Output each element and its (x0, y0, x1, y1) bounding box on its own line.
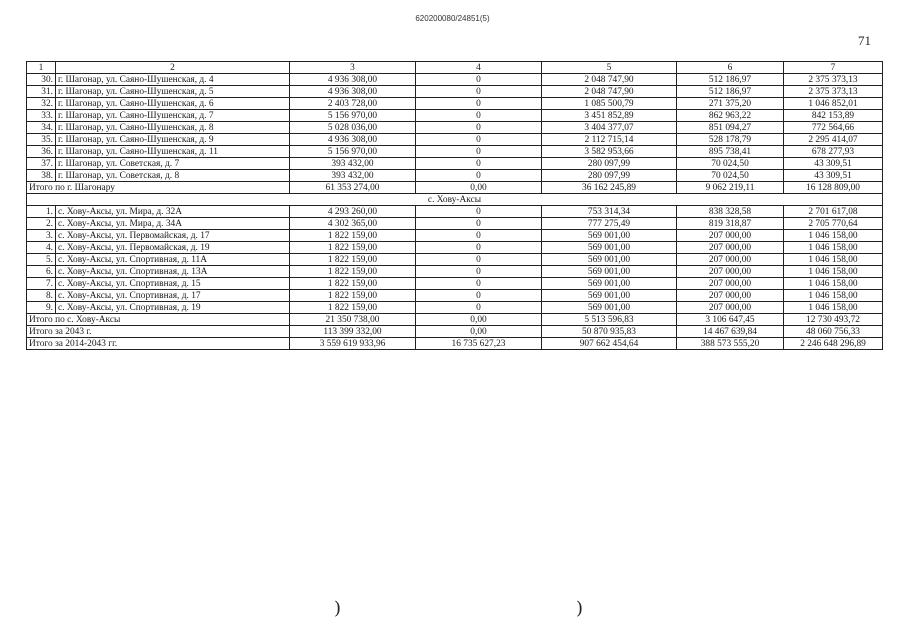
table-cell: 569 001,00 (542, 230, 677, 242)
table-cell: 777 275,49 (542, 218, 677, 230)
table-cell: 0 (416, 98, 542, 110)
table-cell: 569 001,00 (542, 242, 677, 254)
table-cell: 569 001,00 (542, 290, 677, 302)
table-cell: 0 (416, 170, 542, 182)
table-cell: 3. (27, 230, 56, 242)
total-value: 0,00 (416, 314, 542, 326)
table-cell: 30. (27, 74, 56, 86)
table-row (27, 158, 883, 170)
table-cell: 9. (27, 302, 56, 314)
table-cell: 5 156 970,00 (290, 110, 416, 122)
table-cell: 34. (27, 122, 56, 134)
table-row (27, 230, 883, 242)
table-cell: 1 822 159,00 (290, 302, 416, 314)
table-cell: 2 048 747,90 (542, 86, 677, 98)
table-cell: с. Хову-Аксы, ул. Первомайская, д. 19 (56, 242, 290, 254)
table-cell: 2 403 728,00 (290, 98, 416, 110)
table-cell: 1 046 158,00 (784, 290, 883, 302)
table-cell: 569 001,00 (542, 266, 677, 278)
table-cell: 36. (27, 146, 56, 158)
table-cell: 1 046 158,00 (784, 230, 883, 242)
table-cell: 2. (27, 218, 56, 230)
table-cell: 2 705 770,64 (784, 218, 883, 230)
table-cell: 4 936 308,00 (290, 134, 416, 146)
table-cell: 2 112 715,14 (542, 134, 677, 146)
total-value: 9 062 219,11 (677, 182, 784, 194)
table-cell: 1 822 159,00 (290, 266, 416, 278)
document-id: 620200080/24851(5) (415, 14, 490, 23)
table-cell: 0 (416, 242, 542, 254)
table-cell: 43 309,51 (784, 170, 883, 182)
table-cell: 32. (27, 98, 56, 110)
total-value: 5 513 596,83 (542, 314, 677, 326)
table-cell: 1 085 500,79 (542, 98, 677, 110)
total-value: 0,00 (416, 182, 542, 194)
table-cell: 4 293 260,00 (290, 206, 416, 218)
table-cell: 1 046 158,00 (784, 254, 883, 266)
total-value: 907 662 454,64 (542, 338, 677, 350)
table-cell: 271 375,20 (677, 98, 784, 110)
table-cell: 838 328,58 (677, 206, 784, 218)
table-cell: 207 000,00 (677, 278, 784, 290)
table-cell: 0 (416, 122, 542, 134)
table-cell: 6. (27, 266, 56, 278)
table-cell: 1 822 159,00 (290, 254, 416, 266)
column-header: 1 (27, 62, 56, 74)
table-cell: 0 (416, 158, 542, 170)
table-cell: 280 097,99 (542, 158, 677, 170)
header-row (27, 62, 883, 74)
table-row (27, 74, 883, 86)
table-cell: 207 000,00 (677, 266, 784, 278)
table-cell: 862 963,22 (677, 110, 784, 122)
table-cell: 1 046 158,00 (784, 266, 883, 278)
handwritten-mark: ) (334, 598, 342, 619)
table-cell: 0 (416, 302, 542, 314)
table-cell: 0 (416, 110, 542, 122)
table-cell: 851 094,27 (677, 122, 784, 134)
table-cell: 393 432,00 (290, 158, 416, 170)
table-cell: 2 375 373,13 (784, 74, 883, 86)
table-cell: 512 186,97 (677, 86, 784, 98)
table-cell: 4. (27, 242, 56, 254)
table-cell: 38. (27, 170, 56, 182)
table-cell: 2 295 414,07 (784, 134, 883, 146)
table-cell: 4 302 365,00 (290, 218, 416, 230)
table-cell: 0 (416, 266, 542, 278)
table-cell: 2 375 373,13 (784, 86, 883, 98)
column-header: 6 (677, 62, 784, 74)
table-cell: 1 046 158,00 (784, 302, 883, 314)
table-cell: с. Хову-Аксы, ул. Спортивная, д. 19 (56, 302, 290, 314)
table-cell: 0 (416, 218, 542, 230)
table-cell: 569 001,00 (542, 278, 677, 290)
table-cell: г. Шагонар, ул. Саяно-Шушенская, д. 6 (56, 98, 290, 110)
table-cell: 2 048 747,90 (542, 74, 677, 86)
total-row (27, 314, 883, 326)
table-cell: с. Хову-Аксы, ул. Спортивная, д. 11А (56, 254, 290, 266)
table-row (27, 242, 883, 254)
table-row (27, 218, 883, 230)
table-cell: 1. (27, 206, 56, 218)
table-cell: 1 046 158,00 (784, 278, 883, 290)
table-row (27, 170, 883, 182)
table-cell: 842 153,89 (784, 110, 883, 122)
table-cell: г. Шагонар, ул. Саяно-Шушенская, д. 9 (56, 134, 290, 146)
total-value: 113 399 332,00 (290, 326, 416, 338)
table-cell: 3 451 852,89 (542, 110, 677, 122)
table-cell: 569 001,00 (542, 254, 677, 266)
total-value: 14 467 639,84 (677, 326, 784, 338)
table-cell: 0 (416, 134, 542, 146)
table-cell: 753 314,34 (542, 206, 677, 218)
total-value: 48 060 756,33 (784, 326, 883, 338)
total-value: 12 730 493,72 (784, 314, 883, 326)
total-value: 2 246 648 296,89 (784, 338, 883, 350)
table-row (27, 290, 883, 302)
column-header: 4 (416, 62, 542, 74)
total-value: 388 573 555,20 (677, 338, 784, 350)
table-cell: 895 738,41 (677, 146, 784, 158)
table-cell: с. Хову-Аксы, ул. Первомайская, д. 17 (56, 230, 290, 242)
table-cell: 1 822 159,00 (290, 242, 416, 254)
total-value: 16 735 627,23 (416, 338, 542, 350)
total-label: Итого по с. Хову-Аксы (27, 314, 290, 326)
table-cell: 207 000,00 (677, 302, 784, 314)
table-cell: 3 404 377,07 (542, 122, 677, 134)
table-cell: 3 582 953,66 (542, 146, 677, 158)
table-cell: 5. (27, 254, 56, 266)
total-value: 3 559 619 933,96 (290, 338, 416, 350)
total-value: 21 350 738,00 (290, 314, 416, 326)
total-row (27, 326, 883, 338)
table-row (27, 86, 883, 98)
table-row (27, 134, 883, 146)
table-cell: 70 024,50 (677, 158, 784, 170)
table-cell: 1 046 852,01 (784, 98, 883, 110)
table-cell: 70 024,50 (677, 170, 784, 182)
table-cell: 772 564,66 (784, 122, 883, 134)
table-cell: 207 000,00 (677, 254, 784, 266)
table-row (27, 122, 883, 134)
table-cell: с. Хову-Аксы, ул. Мира, д. 32А (56, 206, 290, 218)
table-cell: 43 309,51 (784, 158, 883, 170)
column-header: 7 (784, 62, 883, 74)
table-row (27, 146, 883, 158)
table-cell: 0 (416, 146, 542, 158)
table-cell: 31. (27, 86, 56, 98)
total-value: 50 870 935,83 (542, 326, 677, 338)
table-cell: 4 936 308,00 (290, 86, 416, 98)
table-row (27, 278, 883, 290)
table-cell: 35. (27, 134, 56, 146)
table-cell: с. Хову-Аксы, ул. Спортивная, д. 17 (56, 290, 290, 302)
table-cell: 819 318,87 (677, 218, 784, 230)
table-cell: г. Шагонар, ул. Советская, д. 7 (56, 158, 290, 170)
table-cell: 4 936 308,00 (290, 74, 416, 86)
handwritten-mark: ) (576, 598, 584, 619)
table-row (27, 266, 883, 278)
table-cell: 0 (416, 290, 542, 302)
section-row (27, 194, 883, 206)
table-cell: 207 000,00 (677, 242, 784, 254)
table-cell: 207 000,00 (677, 230, 784, 242)
table-cell: 0 (416, 278, 542, 290)
table-cell: г. Шагонар, ул. Саяно-Шушенская, д. 5 (56, 86, 290, 98)
table-cell: 1 046 158,00 (784, 242, 883, 254)
table-cell: 207 000,00 (677, 290, 784, 302)
table-cell: 0 (416, 230, 542, 242)
table-row (27, 206, 883, 218)
total-value: 36 162 245,89 (542, 182, 677, 194)
table-cell: 2 701 617,08 (784, 206, 883, 218)
table-row (27, 98, 883, 110)
table-cell: 0 (416, 86, 542, 98)
total-label: Итого за 2014-2043 гг. (27, 338, 290, 350)
total-value: 16 128 809,00 (784, 182, 883, 194)
table-cell: с. Хову-Аксы, ул. Спортивная, д. 15 (56, 278, 290, 290)
column-header: 3 (290, 62, 416, 74)
total-row (27, 338, 883, 350)
table-cell: 1 822 159,00 (290, 278, 416, 290)
table-cell: 528 178,79 (677, 134, 784, 146)
table-cell: г. Шагонар, ул. Советская, д. 8 (56, 170, 290, 182)
budget-table (26, 61, 883, 350)
table-cell: 393 432,00 (290, 170, 416, 182)
table-cell: 0 (416, 206, 542, 218)
table-cell: 7. (27, 278, 56, 290)
table-cell: г. Шагонар, ул. Саяно-Шушенская, д. 8 (56, 122, 290, 134)
table-cell: 5 156 970,00 (290, 146, 416, 158)
table-cell: г. Шагонар, ул. Саяно-Шушенская, д. 7 (56, 110, 290, 122)
page-number: 71 (858, 33, 871, 48)
table-cell: 1 822 159,00 (290, 230, 416, 242)
table-cell: 0 (416, 254, 542, 266)
table-row (27, 110, 883, 122)
table-cell: 8. (27, 290, 56, 302)
table-cell: 0 (416, 74, 542, 86)
total-value: 0,00 (416, 326, 542, 338)
table-cell: 280 097,99 (542, 170, 677, 182)
table-cell: 37. (27, 158, 56, 170)
total-label: Итого за 2043 г. (27, 326, 290, 338)
table-cell: 569 001,00 (542, 302, 677, 314)
table-cell: 5 028 036,00 (290, 122, 416, 134)
total-label: Итого по г. Шагонару (27, 182, 290, 194)
table-cell: с. Хову-Аксы, ул. Спортивная, д. 13А (56, 266, 290, 278)
table-cell: г. Шагонар, ул. Саяно-Шушенская, д. 4 (56, 74, 290, 86)
table-cell: 678 277,93 (784, 146, 883, 158)
total-row (27, 182, 883, 194)
column-header: 2 (56, 62, 290, 74)
table-cell: 1 822 159,00 (290, 290, 416, 302)
table-row (27, 254, 883, 266)
total-value: 61 353 274,00 (290, 182, 416, 194)
column-header: 5 (542, 62, 677, 74)
total-value: 3 106 647,45 (677, 314, 784, 326)
table-row (27, 302, 883, 314)
section-title: с. Хову-Аксы (27, 194, 883, 206)
table-cell: с. Хову-Аксы, ул. Мира, д. 34А (56, 218, 290, 230)
table-cell: 512 186,97 (677, 74, 784, 86)
table-cell: г. Шагонар, ул. Саяно-Шушенская, д. 11 (56, 146, 290, 158)
table-cell: 33. (27, 110, 56, 122)
